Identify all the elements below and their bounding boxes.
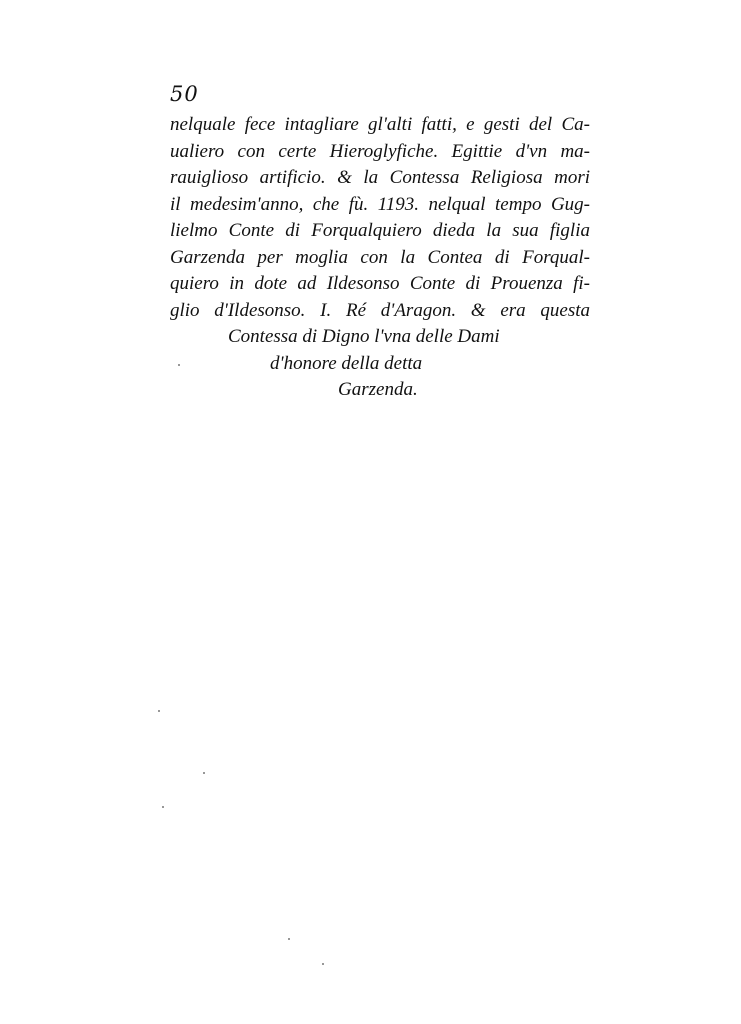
paper-speck — [158, 710, 160, 712]
text-line: quiero in dote ad Ildesonso Conte di Prouenza fi- — [170, 273, 590, 294]
paper-speck — [203, 772, 205, 774]
text-line: nelquale fece intagliare gl'alti fatti, e gesti del Ca- — [170, 114, 590, 135]
text-line: Garzenda per moglia con la Contea di Forqual- — [170, 246, 590, 268]
text-line-centered: d'honore della detta — [270, 352, 423, 374]
text-line: il medesim'anno, che fù. 1193. nelqual tempo Gug- — [170, 193, 590, 215]
paper-speck — [288, 938, 290, 940]
body-text — [170, 112, 590, 404]
paper-speck — [162, 806, 164, 808]
text-line: rauiglioso artificio. & la Contessa Religiosa mori — [170, 167, 590, 188]
text-line-centered: Contessa di Digno l'vna delle Dami — [228, 326, 500, 347]
text-line: lielmo Conte di Forqualquiero dieda la sua figlia — [170, 220, 590, 241]
text-line: glio d'Ildesonso. I. Ré d'Aragon. & era questa — [170, 299, 590, 321]
text-line-centered: Garzenda. — [338, 379, 418, 400]
page-number: 50 — [170, 82, 199, 106]
paper-speck — [322, 963, 324, 965]
text-line: ualiero con certe Hieroglyfiche. Egittie d'vn ma- — [170, 140, 590, 162]
paper-speck — [178, 364, 180, 366]
